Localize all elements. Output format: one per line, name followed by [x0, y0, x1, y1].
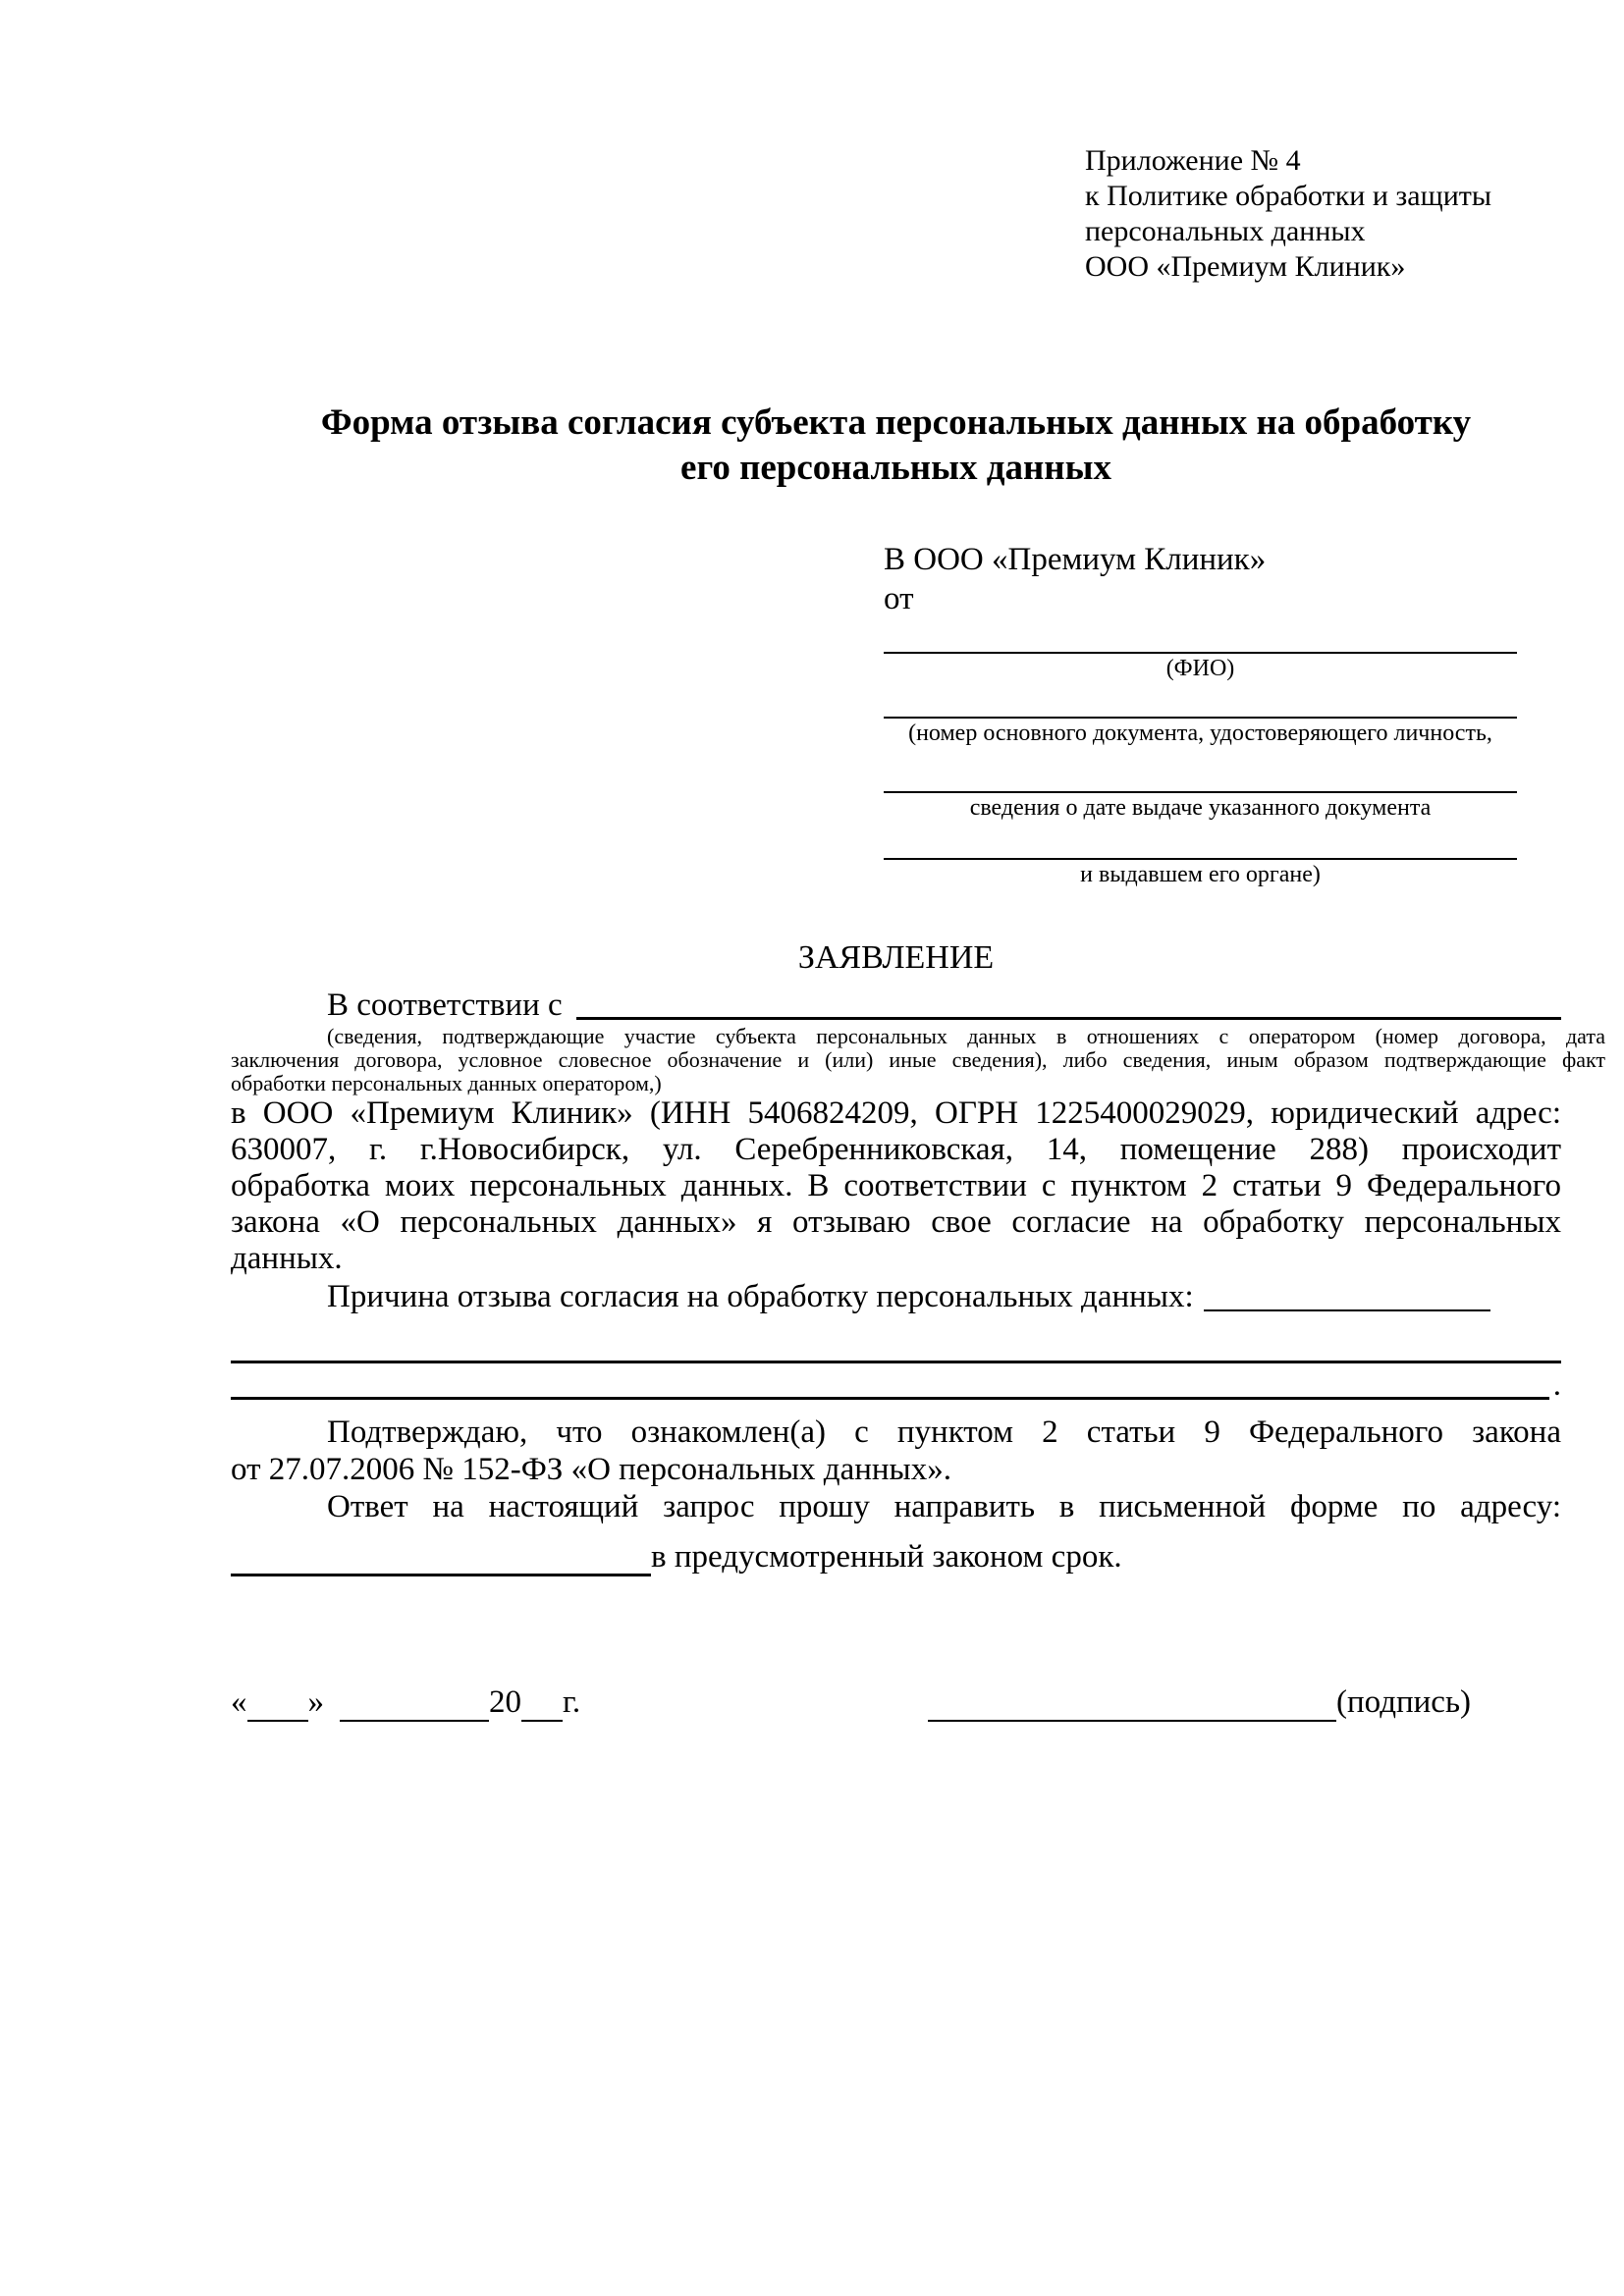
- addressee-to: В ООО «Премиум Клиник»: [884, 542, 1267, 577]
- reply-request-line: Ответ на настоящий запрос прошу направить в письменной форме по адресу:: [327, 1489, 1561, 1524]
- reply-suffix-text: в предусмотренный законом срок.: [651, 1539, 1122, 1575]
- fine-print-line: (сведения, подтверждающие участие субъекта персональных данных в отношениях с оператором (номер договора, дата: [327, 1024, 1605, 1048]
- reply-address-row: [231, 1537, 1561, 1576]
- confirmation-line: Подтверждаю, что ознакомлен(а) с пунктом 2 статьи 9 Федерального закона: [327, 1415, 1561, 1450]
- issuing-authority-caption: и выдавшем его органе): [1080, 862, 1321, 887]
- signature-block: [928, 1682, 1471, 1722]
- document-number-caption: (номер основного документа, удостоверяющего личность,: [908, 721, 1492, 746]
- reason-blank-line[interactable]: [1204, 1309, 1490, 1311]
- date-block: [231, 1682, 580, 1722]
- signature-blank-line[interactable]: [928, 1686, 1336, 1722]
- fine-print-block: [231, 1025, 1605, 1095]
- statement-heading: ЗАЯВЛЕНИЕ: [797, 939, 995, 976]
- issue-date-caption: сведения о дате выдаче указанного документа: [969, 795, 1432, 821]
- document-number-field: [884, 689, 1517, 748]
- document-number-blank-line[interactable]: [884, 689, 1517, 719]
- reason-continuation-row-1: [231, 1326, 1561, 1363]
- reason-label: Причина отзыва согласия на обработку персональных данных:: [327, 1279, 1194, 1314]
- intro-row: [231, 986, 1561, 1025]
- intro-text: В соответствии с: [327, 988, 563, 1023]
- statement-body-line: в ООО «Премиум Клиник» (ИНН 5406824209, ОГРН 1225400029029, юридический адрес:: [231, 1095, 1561, 1131]
- reason-row: [231, 1277, 1561, 1316]
- issue-date-blank-line[interactable]: [884, 756, 1517, 793]
- date-day-blank-line[interactable]: [247, 1686, 308, 1722]
- form-title: [231, 400, 1561, 491]
- reason-continuation-row-2: [231, 1363, 1561, 1403]
- issue-date-field: [884, 756, 1517, 823]
- reason-continuation-blank-line-1[interactable]: [231, 1323, 1561, 1363]
- confirmation-paragraph: [231, 1414, 1561, 1488]
- annex-line: Приложение № 4: [1085, 144, 1301, 177]
- date-signature-row: [231, 1682, 1561, 1722]
- statement-body-line: данных.: [231, 1241, 343, 1276]
- fio-blank-line[interactable]: [884, 620, 1517, 654]
- fio-caption: (ФИО): [1165, 656, 1235, 681]
- signature-caption: (подпись): [1336, 1684, 1471, 1720]
- confirmation-line: от 27.07.2006 № 152-ФЗ «О персональных данных».: [231, 1452, 951, 1487]
- intro-blank-line[interactable]: [576, 1017, 1561, 1020]
- issuing-authority-field: [884, 828, 1517, 889]
- fine-print-line: заключения договора, условное словесное обозначение и (или) иные сведения), либо сведения, иным образом подтверждающие факт: [231, 1047, 1605, 1072]
- addressee-from-label: от: [884, 581, 914, 616]
- reply-address-blank-line[interactable]: [231, 1540, 651, 1576]
- statement-body-line: закона «О персональных данных» я отзываю свое согласие на обработку персональных: [231, 1204, 1561, 1240]
- form-title-line: Форма отзыва согласия субъекта персональных данных на обработку: [320, 402, 1472, 443]
- annex-block: [1085, 0, 1561, 285]
- date-month-blank-line[interactable]: [340, 1686, 489, 1722]
- issuing-authority-blank-line[interactable]: [884, 828, 1517, 860]
- fio-field: [884, 620, 1517, 683]
- statement-body: [231, 1095, 1561, 1277]
- date-year-blank-line[interactable]: [521, 1686, 563, 1722]
- date-year-suffix: г.: [563, 1684, 581, 1720]
- date-quote-open: «: [231, 1684, 247, 1720]
- form-title-line: его персональных данных: [680, 448, 1111, 488]
- sentence-period: .: [1552, 1367, 1561, 1403]
- statement-body-line: обработка моих персональных данных. В соответствии с пунктом 2 статьи 9 Федерального: [231, 1168, 1561, 1203]
- annex-line: ООО «Премиум Клиник»: [1085, 250, 1406, 283]
- date-quote-close: »: [307, 1684, 324, 1720]
- reason-continuation-blank-line-2[interactable]: [231, 1361, 1549, 1400]
- addressee-block: [884, 540, 1517, 889]
- date-year-prefix: 20: [489, 1684, 521, 1720]
- statement-body-line: 630007, г. г.Новосибирск, ул. Серебренниковская, 14, помещение 288) происходит: [231, 1132, 1561, 1167]
- annex-line: к Политике обработки и защиты: [1085, 180, 1492, 212]
- annex-line: персональных данных: [1085, 215, 1366, 247]
- fine-print-line: обработки персональных данных оператором,): [231, 1071, 662, 1095]
